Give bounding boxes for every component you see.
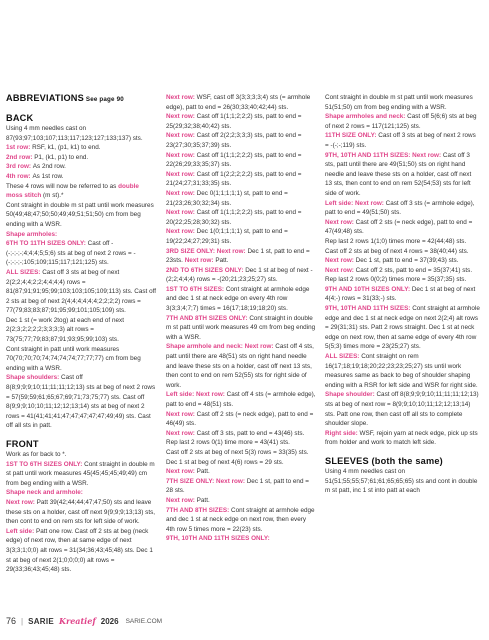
- instruction-text: Cast off 2(2;2;3;3;3) sts, patt to end = 23(27;30;35;37;39) sts.: [166, 132, 302, 149]
- instruction-text: Cast off 8(8;9;9;9;10;11;11;11;12;13) sts at beg of next row = 8(9;9;10;10;11;12;12;13;14) sts. Patt one row, then cast off all sts to complete shoulder slope.: [325, 391, 479, 428]
- instruction-paragraph: [166, 93, 316, 112]
- section-heading: [325, 456, 480, 467]
- instruction-label: Next row:: [184, 257, 216, 265]
- page-footer: [6, 616, 162, 626]
- instruction-text: Rep last 2 rows 0(0;2) times more = 35(37;35) sts.: [325, 276, 467, 284]
- instruction-label: Next row:: [166, 113, 197, 121]
- website-url: SARIE.COM: [125, 617, 163, 625]
- instruction-text: WSF, cast off 3(3;3;3;3;4) sts (= armhole edge), patt to end = 26(30;33;40;42;44) sts.: [166, 94, 311, 111]
- instruction-text: Cast off 1(1;1;2;2;2) sts, patt to end = 22(26;29;33;35;37) sts.: [166, 151, 302, 169]
- instruction-label: Left side: Next row:: [325, 199, 386, 207]
- instruction-text: Dec 1(0;1;1;1;1) st, patt to end = 19(22;24;27;29;31) sts.: [166, 228, 288, 245]
- instruction-label: Shape armhole and neck: Next row:: [166, 343, 276, 351]
- instruction-label: Next row:: [166, 132, 197, 140]
- instruction-text: Dec 1 st, patt to end = 23sts.: [166, 247, 310, 265]
- column-3: [325, 93, 480, 496]
- instruction-label: Shape neck and armhole:: [6, 489, 83, 497]
- instruction-text: Patt.: [196, 468, 210, 476]
- instruction-label: 1ST TO 6TH SIZES:: [166, 285, 226, 293]
- instruction-paragraph: [166, 247, 316, 266]
- instruction-paragraph: [166, 342, 316, 390]
- instruction-paragraph: [166, 314, 316, 343]
- instruction-label: 3rd row:: [6, 163, 33, 171]
- instruction-paragraph: [325, 429, 480, 448]
- instruction-text: (m st).*: [41, 192, 64, 200]
- instruction-paragraph: [166, 208, 316, 227]
- section-heading: [6, 93, 156, 105]
- instruction-text: Cast off 3 sts at beg of next 2 rows = -(-;-;119) sts.: [325, 132, 476, 149]
- instruction-label: 7TH AND 8TH SIZES ONLY:: [166, 314, 250, 322]
- instruction-paragraph: [6, 268, 156, 316]
- instruction-text: Patt.: [215, 257, 229, 265]
- instruction-text: These 4 rows will now be referred to as: [6, 182, 119, 190]
- instruction-text: Cont straight at armhole edge and dec 1 st at neck edge on every 4th row 3(3;3;4;7;7) times = 16(17;18;19;18;20) sts.: [166, 285, 310, 313]
- instruction-text: Cast off 3 sts, patt to end = 43(46) sts.: [196, 429, 305, 437]
- instruction-paragraph: [166, 285, 316, 314]
- instruction-paragraph: [325, 285, 480, 304]
- instruction-text: Dec 1 st, patt to end = 37(39;43) sts.: [355, 257, 459, 265]
- instruction-label: 11TH SIZE ONLY:: [325, 132, 379, 140]
- instruction-paragraph: [166, 189, 316, 208]
- instruction-text: Cont straight on rem 16(17;18;19;18;20;22;23;23;25;27) sts until work measures same as back to beg of shoulder shaping ending with a RSR for left side and WSR for right side.: [325, 353, 478, 389]
- instruction-paragraph: [325, 237, 480, 247]
- instruction-paragraph: [325, 390, 480, 428]
- instruction-paragraph: [325, 256, 480, 266]
- instruction-paragraph: [325, 151, 480, 199]
- instruction-label: 9TH, 10TH AND 11TH SIZES: Next row:: [325, 151, 443, 159]
- instruction-text: Rep last 2 rows 1(1;0) times more = 42(44;48) sts.: [325, 237, 467, 245]
- instruction-label: Next row:: [166, 228, 197, 236]
- instruction-text: Cast off 3 sts, patt until there are 49(51;50) sts on right hand needle and leave these sts on a holder, cast off next 13 sts, then cont to end on rem 52(54;53) sts for left side of work.: [325, 151, 472, 197]
- instruction-paragraph: [6, 450, 156, 460]
- instruction-text: Work as for back to *.: [6, 451, 67, 458]
- instruction-text: Dec 1 st, patt to end = 28 sts.: [166, 477, 309, 495]
- instruction-text: Cont straight at armhole edge and dec 1 st at neck edge on next 2(2;4) alt rows = 29(31;31) sts. Patt 2 rows straight. Dec 1 st at neck edge on next row, then at same edge of every 4th row 5(5;3) times more = 23(25;27) sts.: [325, 305, 480, 351]
- instruction-paragraph: [166, 506, 316, 535]
- spacer: [325, 448, 480, 456]
- instruction-label: ALL SIZES:: [325, 353, 362, 361]
- instruction-text: P1, (k1, p1) to end.: [34, 153, 89, 161]
- instruction-text: Cast off 5(6;6) sts at beg of next 2 rows = 117(121;125) sts.: [325, 113, 477, 130]
- instruction-text: RSF, k1, (p1, k1) to end.: [32, 144, 101, 152]
- instruction-paragraph: [166, 170, 316, 189]
- instruction-text: Cont straight in double m st patt until work measures 45(45;45;45;49;49) cm from beg ending with a WSR.: [6, 460, 155, 487]
- instruction-text: Cast off 3 sts at beg of next 2(2;2;4;4;2;2;4;4;4;4) rows = 81(87;91;91;95;99;103;103;105;109;113) sts. Cast off 2 sts at beg of next 2(4;4;4;4;4;4;2;2;2;2) rows = 77(79;83;83;87;91;95;99;101;105;109) sts.: [6, 268, 157, 315]
- instruction-text: Cont straight in double m st patt until work measures 49 cm from beg ending with a WSR.: [166, 314, 316, 341]
- instruction-label: Next row:: [325, 257, 356, 265]
- instruction-label: Left side: Next row:: [166, 391, 227, 399]
- section-heading: [6, 113, 156, 124]
- instruction-label: Next row:: [166, 468, 197, 476]
- page-number: 76: [6, 616, 17, 626]
- instruction-text: Patt.: [196, 496, 210, 504]
- instruction-paragraph: [325, 247, 480, 257]
- instruction-paragraph: [166, 112, 316, 131]
- instruction-text: Cast off 2 sts at beg of next 4 rows = 38(40;44) sts.: [325, 247, 469, 255]
- instruction-label: Next row:: [325, 218, 356, 226]
- instruction-label: Next row:: [166, 94, 197, 101]
- instruction-paragraph: [166, 448, 316, 458]
- instruction-paragraph: [166, 266, 316, 285]
- instruction-label: Next row:: [166, 209, 197, 217]
- column-2: [166, 93, 316, 544]
- instruction-label: 4th row:: [6, 172, 33, 180]
- instruction-paragraph: [325, 266, 480, 276]
- instruction-label: ALL SIZES:: [6, 268, 43, 276]
- instruction-label: 2nd row:: [6, 153, 35, 161]
- instruction-label: Next row:: [6, 498, 37, 506]
- instruction-text: Cont straight at armhole edge and dec 1 st at neck edge on next row, then every 4th row 5 times more = 22(23) sts.: [166, 506, 315, 533]
- instruction-label: Next row:: [325, 266, 356, 274]
- instruction-text: Using 4 mm needles cast on 51(51;55;55;57;61;61;65;65;65) sts and cont in double m st patt, inc 1 st into patt at each: [325, 467, 478, 495]
- instruction-label: Shape shoulders:: [6, 374, 61, 382]
- spacer: [6, 105, 156, 113]
- instruction-label: 1st row:: [6, 144, 33, 152]
- instruction-paragraph: [166, 131, 316, 150]
- instruction-label: 9TH AND 10TH SIZES ONLY:: [325, 285, 412, 293]
- instruction-label: 9TH, 10TH AND 11TH SIZES ONLY:: [166, 535, 270, 543]
- instruction-paragraph: [166, 429, 316, 439]
- instruction-paragraph: [166, 467, 316, 477]
- instruction-text: Dec 1 st at beg of next 4(4;-) rows = 31(33;-) sts.: [325, 285, 476, 303]
- instruction-label: 1ST TO 6TH SIZES ONLY:: [6, 460, 85, 468]
- instruction-paragraph: [6, 345, 156, 374]
- instruction-text: Cast off 4 sts (= armhole edge), patt to end = 48(51) sts.: [166, 391, 316, 408]
- footer-divider: |: [21, 616, 24, 626]
- instruction-paragraph: [6, 124, 156, 143]
- instruction-text: Cont straight in double m st patt until work measures 51(51;50) cm from beg ending with a WSR.: [325, 94, 473, 111]
- instruction-paragraph: [166, 410, 316, 429]
- instruction-label: 7TH SIZE ONLY: Next row:: [166, 477, 247, 485]
- instruction-paragraph: [166, 534, 316, 544]
- instruction-text: Cast off 4 sts, patt until there are 48(51) sts on right hand needle and leave these sts on a holder, cast off next 13 sts, then cont to end on rem 52(55) sts for right side of work.: [166, 343, 314, 389]
- instruction-text: Cast off 3 sts (= armhole edge), patt to end = 49(51;50) sts.: [325, 199, 475, 217]
- instruction-label: 6TH TO 11TH SIZES ONLY:: [6, 240, 88, 248]
- instruction-text: Dec 1 st at beg of next -(2;2;4;4;4) rows = -(20;21;23;25;27) sts.: [166, 266, 313, 284]
- instruction-text: As 1st row.: [32, 172, 64, 180]
- section-heading-text: FRONT: [6, 439, 39, 449]
- instruction-paragraph: [325, 304, 480, 352]
- instruction-label: 7TH AND 8TH SIZES:: [166, 506, 231, 514]
- instruction-paragraph: [166, 496, 316, 506]
- section-heading-note: See page 90: [83, 96, 124, 103]
- instruction-text: Dec 1 st at beg of next 4(6) rows = 29 sts.: [166, 458, 284, 466]
- instruction-text: Cast off -(-;-;-;-;4;4;4;5;5;6) sts at beg of next 2 rows = -(-;-;-;-;105;109;115;117;121;125) sts.: [6, 240, 136, 267]
- instruction-paragraph: [166, 477, 316, 496]
- instruction-text: Patt 39(42;44;44;47;47;50) sts and leave these sts on a holder, cast off next 9(9;9;9;13;13) sts, then cont to end on rem sts for left side of work.: [6, 498, 156, 526]
- instruction-text: Cast off 1(1;1;2;2;2) sts, patt to end = 25(29;32;38;40;42) sts.: [166, 113, 302, 130]
- instruction-paragraph: [6, 230, 156, 240]
- instruction-paragraph: [6, 143, 156, 153]
- instruction-text: Cast off 2 sts at beg of next 5(3) rows = 33(35) sts.: [166, 448, 309, 456]
- instruction-paragraph: [166, 458, 316, 468]
- instruction-label: Next row:: [166, 496, 197, 504]
- instruction-label: Next row:: [166, 429, 197, 437]
- instruction-paragraph: [325, 112, 480, 131]
- instruction-paragraph: [325, 275, 480, 285]
- instruction-text: Cast off 1(1;1;2;2;2) sts, patt to end = 20(22;25;28;30;32) sts.: [166, 209, 302, 226]
- instruction-text: Using 4 mm needles cast on 87(93;97;103;107;113;117;123;127;133;137) sts.: [6, 125, 143, 142]
- instruction-text: Cont straight in double m st patt until work measures 50(49;48;47;50;50;49;49;51;51;50) cm from beg ending with a WSR.: [6, 201, 154, 228]
- instruction-label: double moss stitch: [6, 182, 139, 200]
- instruction-label: Shape shoulder:: [325, 391, 377, 399]
- instruction-text: Cast off 2 sts, patt to end = 35(37;41) sts.: [355, 266, 473, 274]
- instruction-paragraph: [6, 460, 156, 489]
- instruction-paragraph: [6, 172, 156, 182]
- instruction-paragraph: [6, 527, 156, 575]
- instruction-paragraph: [6, 162, 156, 172]
- instruction-paragraph: [6, 316, 156, 345]
- instruction-label: Next row:: [166, 189, 197, 197]
- section-heading-text: SLEEVES (both the same): [325, 455, 443, 466]
- instruction-text: Cast off 8(8;9;9;9;10;11;11;11;12;13) sts at beg of next 2 rows = 57(59;59;61;65;67;69;71;73;75;77) sts. Cast off 8(9;9;9;10;10;11;12;12;13;14) sts at beg of next 2 rows = 41(41;41;41;47;47;47;47;47;49;49) sts. Cast off all sts in patt.: [6, 374, 156, 430]
- instruction-paragraph: [6, 201, 156, 230]
- instruction-text: Cont straight in patt until work measures 70(70;70;70;74;74;74;74;77;77;77) cm from beg ending with a WSR.: [6, 345, 141, 372]
- instruction-paragraph: [325, 352, 480, 390]
- instruction-text: Rep last 2 rows 0(1) time more = 43(41) sts.: [166, 439, 290, 447]
- spacer: [6, 431, 156, 439]
- instruction-paragraph: [325, 467, 480, 496]
- instruction-label: Shape armholes and neck:: [325, 113, 408, 121]
- instruction-paragraph: [166, 438, 316, 448]
- instruction-label: Shape armholes:: [6, 230, 58, 238]
- instruction-text: Patt one row. Cast off 2 sts at beg (neck edge) of next row, then at same edge of next 3(3;3;1;0;0) alt rows = 31(34;36;43;45;48) sts. Dec 1 st at beg of next 2(1;0;0;0;0) alt rows = 29(33;36;43;45;48) sts.: [6, 527, 153, 574]
- instruction-text: As 2nd row.: [32, 163, 66, 171]
- instruction-text: Cast off 2 sts (= neck edge), patt to end = 46(49) sts.: [166, 410, 314, 428]
- instruction-label: Right side:: [325, 429, 360, 437]
- instruction-label: 3RD SIZE ONLY: Next row:: [166, 247, 248, 255]
- instruction-label: Next row:: [166, 170, 197, 178]
- section-heading-text: ABBREVIATIONS: [6, 93, 84, 103]
- instruction-paragraph: [6, 153, 156, 163]
- instruction-paragraph: [166, 151, 316, 170]
- instruction-label: Next row:: [166, 410, 197, 418]
- instruction-label: 2ND TO 6TH SIZES ONLY:: [166, 266, 246, 274]
- instruction-label: Next row:: [166, 151, 197, 159]
- instruction-paragraph: [325, 199, 480, 218]
- instruction-paragraph: [325, 131, 480, 150]
- instruction-paragraph: [325, 218, 480, 237]
- instruction-text: Cast off 2 sts (= neck edge), patt to end = 47(49;48) sts.: [325, 218, 473, 236]
- instruction-text: WSF, rejoin yarn at neck edge, pick up sts from holder and work to match left side.: [325, 429, 478, 447]
- instruction-paragraph: [6, 239, 156, 268]
- instruction-paragraph: [6, 498, 156, 527]
- instruction-paragraph: [166, 227, 316, 246]
- instruction-text: Cast off 1(2;2;2;2;2) sts, patt to end = 21(24;27;31;33;35) sts.: [166, 170, 302, 188]
- section-heading: [6, 439, 156, 450]
- instruction-paragraph: [166, 390, 316, 409]
- instruction-paragraph: [325, 93, 480, 112]
- instruction-text: Dec 0(1;1;1;1;1) st, patt to end = 21(23;26;30;32;34) sts.: [166, 189, 288, 207]
- magazine-brand: SARIE: [28, 616, 55, 626]
- instruction-paragraph: [6, 488, 156, 498]
- instruction-paragraph: [6, 373, 156, 431]
- section-heading-text: BACK: [6, 113, 34, 123]
- instruction-label: Left side:: [6, 527, 36, 535]
- magazine-brand-script: Kreatief: [59, 616, 96, 626]
- instruction-label: 9TH, 10TH AND 11TH SIZES:: [325, 305, 413, 313]
- column-1: [6, 93, 156, 575]
- instruction-paragraph: [6, 182, 156, 201]
- instruction-text: Dec 1 st (= work 2tog) at each end of next 2(2;3;2;2;2;2;3;3;3;3) alt rows = 73(75;77;79;83;87;91;93;95;99;103) sts.: [6, 316, 124, 344]
- issue-year: 2026: [100, 616, 119, 626]
